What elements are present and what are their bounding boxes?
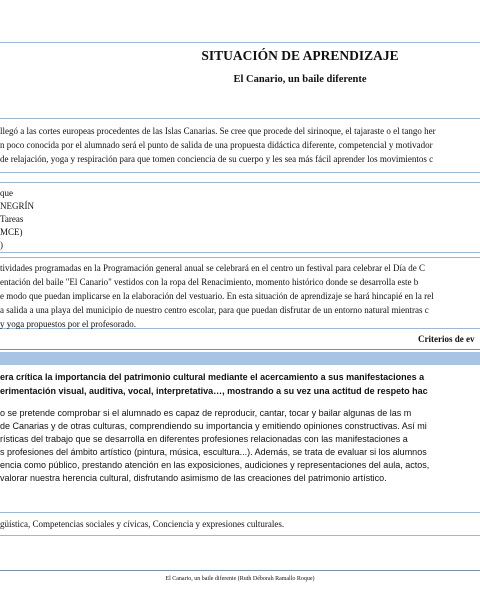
criteria-band xyxy=(0,352,480,365)
page-footer: El Canario, un baile diferente (Ruth Déborah Ramallo Roque) xyxy=(165,576,315,582)
criterion-body-line: valorar nuestra herencia cultural, disfrutando asimismo de las creaciones del patrimonio artístico. xyxy=(0,473,387,483)
competences-bottom-rule xyxy=(0,535,480,536)
activities-top-rule xyxy=(0,257,480,258)
criterion-bottom-rule xyxy=(0,512,480,513)
criterion-body-line: de Canarias y de otras culturas, comprendiendo su importancia y emitiendo opiniones constructivas. Así mi xyxy=(0,421,427,431)
criterion-body-line: o se pretende comprobar si el alumnado es capaz de reproducir, cantar, tocar y bailar algunas de las m xyxy=(0,408,412,418)
criteria-top-rule xyxy=(0,349,480,350)
page-title: SITUACIÓN DE APRENDIZAJE xyxy=(201,48,399,63)
activities-line: y yoga propuestos por el profesorado. xyxy=(0,319,136,329)
criterion-statement-line: erimentación visual, auditiva, vocal, interpretativa…, mostrando a su vez una actitud de respeto hac xyxy=(0,386,428,396)
top-rule xyxy=(0,42,480,43)
competences-line: güística, Competencias sociales y cívicas, Conciencia y expresiones culturales. xyxy=(0,519,285,529)
intro-top-rule xyxy=(0,118,480,119)
info-line: ) xyxy=(0,240,3,250)
criterion-body-line: rísticas del trabajo que se desarrolla en diferentes profesiones relacionadas con las manifestaciones a xyxy=(0,434,408,444)
info-top-rule xyxy=(0,182,480,183)
info-line: NEGRÍN xyxy=(0,201,34,211)
info-line: que xyxy=(0,188,13,198)
page-subtitle: El Canario, un baile diferente xyxy=(233,74,367,85)
footer-rule xyxy=(0,570,480,571)
intro-line: llegó a las cortes europeas procedentes de las Islas Canarias. Se cree que procede del sirinoque, el tajaraste o el tango her xyxy=(0,126,436,136)
criterion-body-line: encia como público, prestando atención en las exposiciones, audiciones y representaciones del aula, actos, xyxy=(0,460,430,470)
criterion-statement-line: era crítica la importancia del patrimonio cultural mediante el acercamiento a sus manifestaciones a xyxy=(0,372,425,382)
criterion-body-line: s profesiones del ámbito artístico (pintura, música, escultura...). Además, se trata de evaluar si los alumnos xyxy=(0,447,427,457)
activities-line: entación del baile "El Canario" vestidos con la ropa del Renacimiento, momento histórico donde se desarrolla este b xyxy=(0,277,419,287)
info-line: Tareas xyxy=(0,214,24,224)
activities-line: a salida a una playa del municipio de nuestro centro escolar, para que puedan disfrutar de un entorno natural mientras c xyxy=(0,305,429,315)
activities-line: e modo que puedan implicarse en la elaboración del vestuario. En esta situación de aprendizaje se hará hincapié en la rel xyxy=(0,291,434,301)
criteria-header: Criterios de ev xyxy=(418,334,475,344)
intro-line: de relajación, yoga y respiración para que tomen conciencia de su cuerpo y les sea más fácil aprender los movimientos c xyxy=(0,154,434,164)
activities-line: tividades programadas en la Programación general anual se celebrará en el centro un festival para celebrar el Día de C xyxy=(0,263,426,273)
info-bottom-rule xyxy=(0,252,480,253)
intro-line: n poco conocida por el alumnado será el punto de salida de una propuesta didáctica diferente, competencial y motivador xyxy=(0,140,433,150)
info-line: MCE) xyxy=(0,227,23,237)
intro-bottom-rule xyxy=(0,172,480,173)
